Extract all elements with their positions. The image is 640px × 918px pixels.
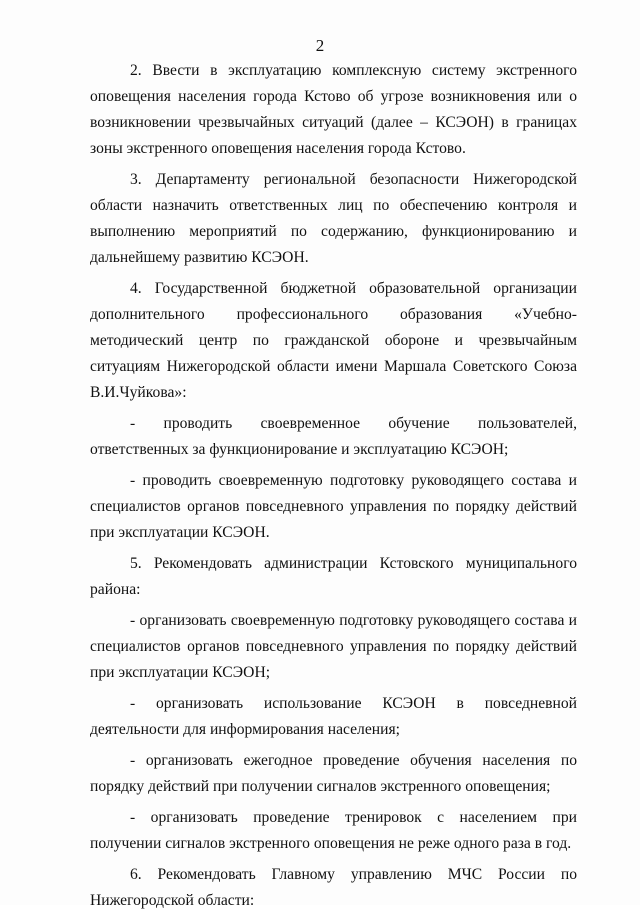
paragraph-subitem-drills: - организовать проведение тренировок с населением при получении сигналов экстренного оповещения не реже одного раза в год. bbox=[90, 809, 577, 852]
paragraph-item-2: 2. Ввести в эксплуатацию комплексную систему экстренного оповещения населения города Кстово об угрозе возникновения или о возникновении чрезвычайных ситуаций (далее – КСЭОН) в границах зоны экстренного оповещения населения города Кстово. bbox=[90, 62, 577, 157]
paragraph-subitem-annual-training: - организовать ежегодное проведение обучения населения по порядку действий при получении сигналов экстренного оповещения; bbox=[90, 752, 577, 795]
paragraph-item-4: 4. Государственной бюджетной образовательной организации дополнительного профессионального образования «Учебно-методический центр по гражданской обороне и чрезвычайным ситуациям Нижегородской области имени Маршала Советского Союза В.И.Чуйкова»: bbox=[90, 280, 577, 401]
page-number: 2 bbox=[315, 36, 325, 55]
paragraph-subitem-prepare-staff: - организовать своевременную подготовку руководящего состава и специалистов органов повседневного управления по порядку действий при эксплуатации КСЭОН; bbox=[90, 612, 577, 681]
paragraph-item-3: 3. Департаменту региональной безопасности Нижегородской области назначить ответственных лиц по обеспечению контроля и выполнению мероприятий по содержанию, функционированию и дальнейшему развитию КСЭОН. bbox=[90, 171, 577, 266]
paragraph-item-5: 5. Рекомендовать администрации Кстовского муниципального района: bbox=[90, 555, 577, 598]
paragraph-subitem-training-users: - проводить своевременное обучение пользователей, ответственных за функционирование и эксплуатацию КСЭОН; bbox=[90, 415, 577, 458]
paragraph-subitem-training-management: - проводить своевременную подготовку руководящего состава и специалистов органов повседневного управления по порядку действий при эксплуатации КСЭОН. bbox=[90, 472, 577, 541]
paragraph-item-6: 6. Рекомендовать Главному управлению МЧС России по Нижегородской области: bbox=[90, 866, 577, 909]
paragraph-subitem-daily-use: - организовать использование КСЭОН в повседневной деятельности для информирования населения; bbox=[90, 695, 577, 738]
document-body bbox=[90, 58, 577, 918]
